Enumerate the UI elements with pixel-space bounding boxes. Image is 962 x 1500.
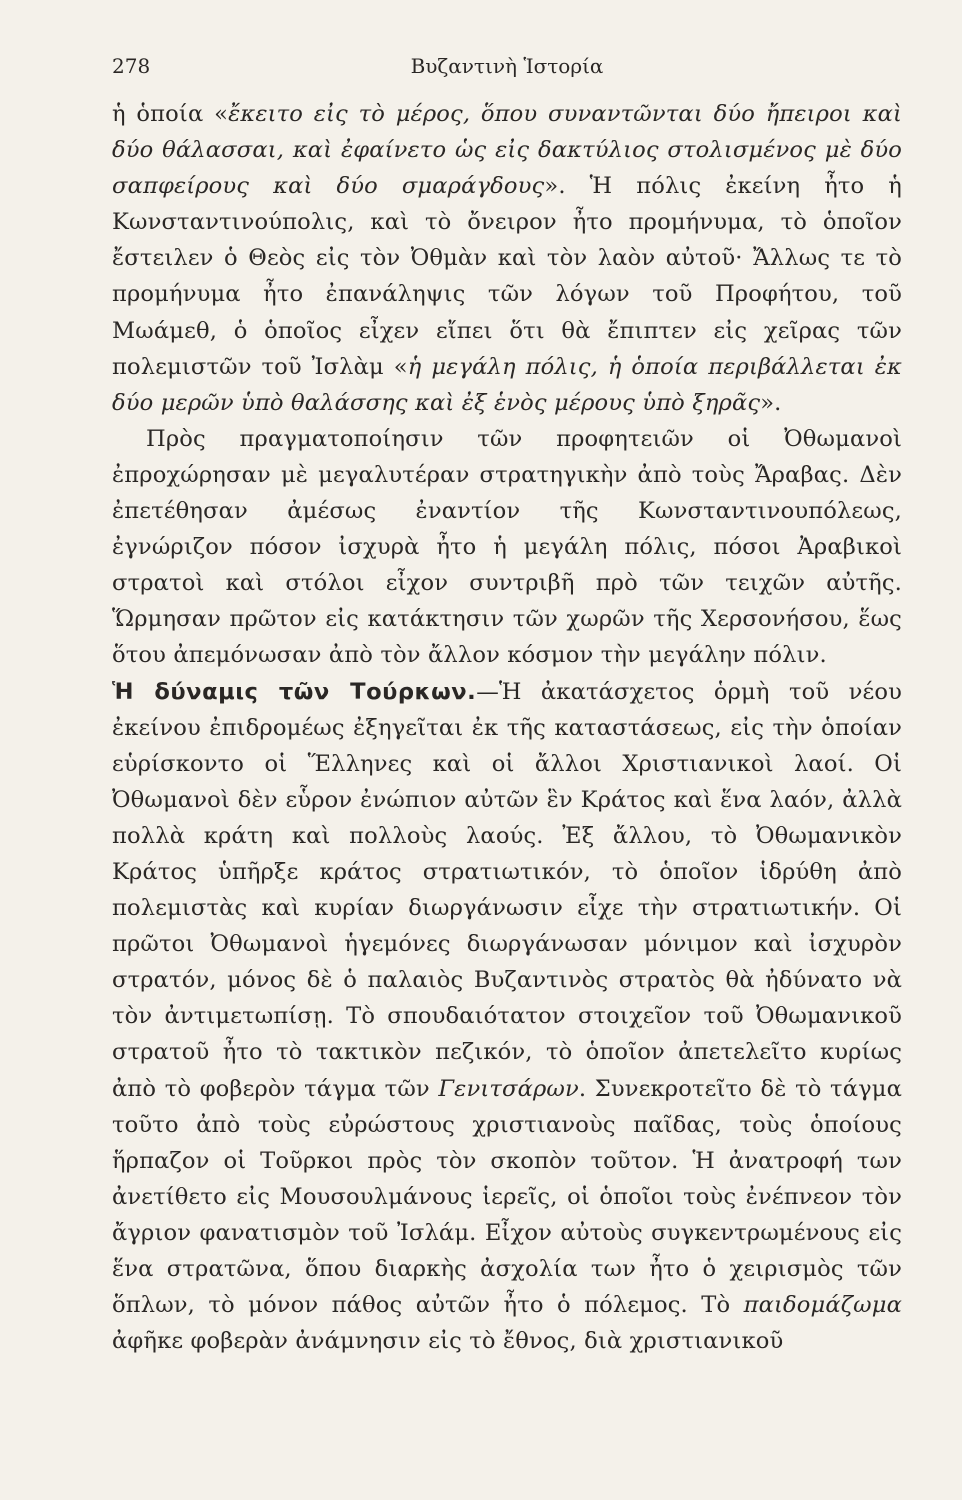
text-run: ἡ ὁποία « (112, 101, 229, 127)
text-run: ἀφῆκε φοβερὰν ἀνάμνησιν εἰς τὸ ἔθνος, διὰ χριστιανικοῦ (112, 1328, 784, 1355)
italic-text: παιδομάζωμα (743, 1292, 902, 1319)
text-run: —Ἡ ἀκατάσχετος ὁρμὴ τοῦ νέου ἐκείνου ἐπιδρομέως ἐξηγεῖται ἐκ τῆς καταστάσεως, εἰς τὴν ὁποίαν εὑρίσκοντο οἱ Ἕλληνες καὶ οἱ ἄλλοι Χριστιανικοὶ λαοί. Οἱ Ὀθωμανοὶ δὲν εὗρον ἐνώπιον αὐτῶν ἓν Κράτος καὶ ἕνα λαόν, ἀλλὰ πολλὰ κράτη καὶ πολλοὺς λαούς. Ἐξ ἄλλου, τὸ Ὀθωμανικὸν Κράτος ὑπῆρξε κράτος στρατιωτικόν, τὸ ὁποῖον ἱδρύθη ἀπὸ πολεμιστὰς καὶ κυρίαν διωργάνωσιν εἶχε τὴν στρατιωτικήν. Οἱ πρῶτοι Ὀθωμανοὶ ἡγεμόνες διωργάνωσαν μόνιμον καὶ ἰσχυρὸν στρατόν, μόνος δὲ ὁ παλαιὸς Βυζαντινὸς στρατὸς θὰ ἠδύνατο νὰ τὸν ἀντιμετωπίσῃ. Τὸ σπουδαιότατον στοιχεῖον τοῦ Ὀθωμανικοῦ στρατοῦ ἦτο τὸ τακτικὸν πεζικόν, τὸ ὁποῖον ἀπετελεῖτο κυρίως ἀπὸ τὸ φοβερὸν τάγμα τῶν (112, 678, 902, 1102)
text-run: . Συνεκροτεῖτο δὲ τὸ τάγμα τοῦτο ἀπὸ τοὺς εὐρώστους χριστιανοὺς παῖδας, τοὺς ὁποίους ἥρπαζον οἱ Τοῦρκοι πρὸς τὸν σκοπὸν τοῦτον. Ἡ ἀνατροφή των ἀνετίθετο εἰς Μουσουλμάνους ἱερεῖς, οἱ ὁποῖοι τοὺς ἐνέπνεον τὸν ἄγριον φανατισμὸν τοῦ Ἰσλάμ. Εἶχον αὐτοὺς συγκεντρωμένους εἰς ἕνα στρατῶνα, ὅπου διαρκὴς ἀσχολία των ἦτο ὁ χειρισμὸς τῶν ὅπλων, τὸ μόνον πάθος αὐτῶν ἦτο ὁ πόλεμος. Τὸ (112, 1075, 903, 1319)
text-run: ». Ἡ πόλις ἐκείνη ἦτο ἡ Κωνσταντινούπολις, καὶ τὸ ὄνειρον ἦτο προμήνυμα, τὸ ὁποῖον ἔστειλεν ὁ Θεὸς εἰς τὸν Ὀθμὰν καὶ τὸν λαὸν αὐτοῦ· Ἄλλως τε τὸ προμήνυμα ἦτο ἐπανάληψις τῶν λόγων τοῦ Προφήτου, τοῦ Μωάμεθ, ὁ ὁποῖος εἶχεν εἴπει ὅτι θὰ ἔπιπτεν εἰς χεῖρας τῶν πολεμιστῶν τοῦ Ἰσλὰμ « (112, 173, 902, 380)
running-title: Βυζαντινὴ Ἱστορία (410, 54, 604, 78)
paragraph (112, 421, 902, 674)
italic-text: ἔκειτο εἰς τὸ μέρος, ὅπου συναντῶνται δύο ἤπειροι καὶ δύο θάλασσαι, καὶ ἐφαίνετο ὡς εἰς δακτύλιος στολισμένος μὲ δύο σαπφείρους καὶ δύο σμαράγδους (112, 101, 902, 200)
italic-text: ἡ μεγάλη πόλις, ἡ ὁποία περιβάλλεται ἐκ δύο μερῶν ὑπὸ θαλάσσης καὶ ἐξ ἑνὸς μέρους ὑπὸ ξηρᾶς (112, 353, 902, 416)
italic-text: Γενιτσάρων (438, 1075, 579, 1102)
section-heading: Ἡ δύναμις τῶν Τούρκων. (112, 678, 477, 705)
body-text (112, 96, 902, 1359)
paragraph (112, 674, 902, 1360)
text-run: Πρὸς πραγματοποίησιν τῶν προφητειῶν οἱ Ὀθωμανοὶ ἐπροχώρησαν μὲ μεγαλυτέραν στρατηγικὴν ἀπὸ τοὺς Ἄραβας. Δὲν ἐπετέθησαν ἀμέσως ἐναντίον τῆς Κωνσταντινουπόλεως, ἐγνώριζον πόσον ἰσχυρὰ ἦτο ἡ μεγάλη πόλις, πόσοι Ἀραβικοὶ στρατοὶ καὶ στόλοι εἶχον συντριβῆ πρὸ τῶν τειχῶν αὐτῆς. Ὥρμησαν πρῶτον εἰς κατάκτησιν τῶν χωρῶν τῆς Χερσονήσου, ἕως ὅτου ἀπεμόνωσαν ἀπὸ τὸν ἄλλον κόσμον τὴν μεγάλην πόλιν. (112, 425, 902, 669)
page-header (112, 54, 902, 94)
text-run: ». (760, 389, 782, 416)
page-number: 278 (112, 54, 151, 78)
paragraph (112, 96, 902, 421)
